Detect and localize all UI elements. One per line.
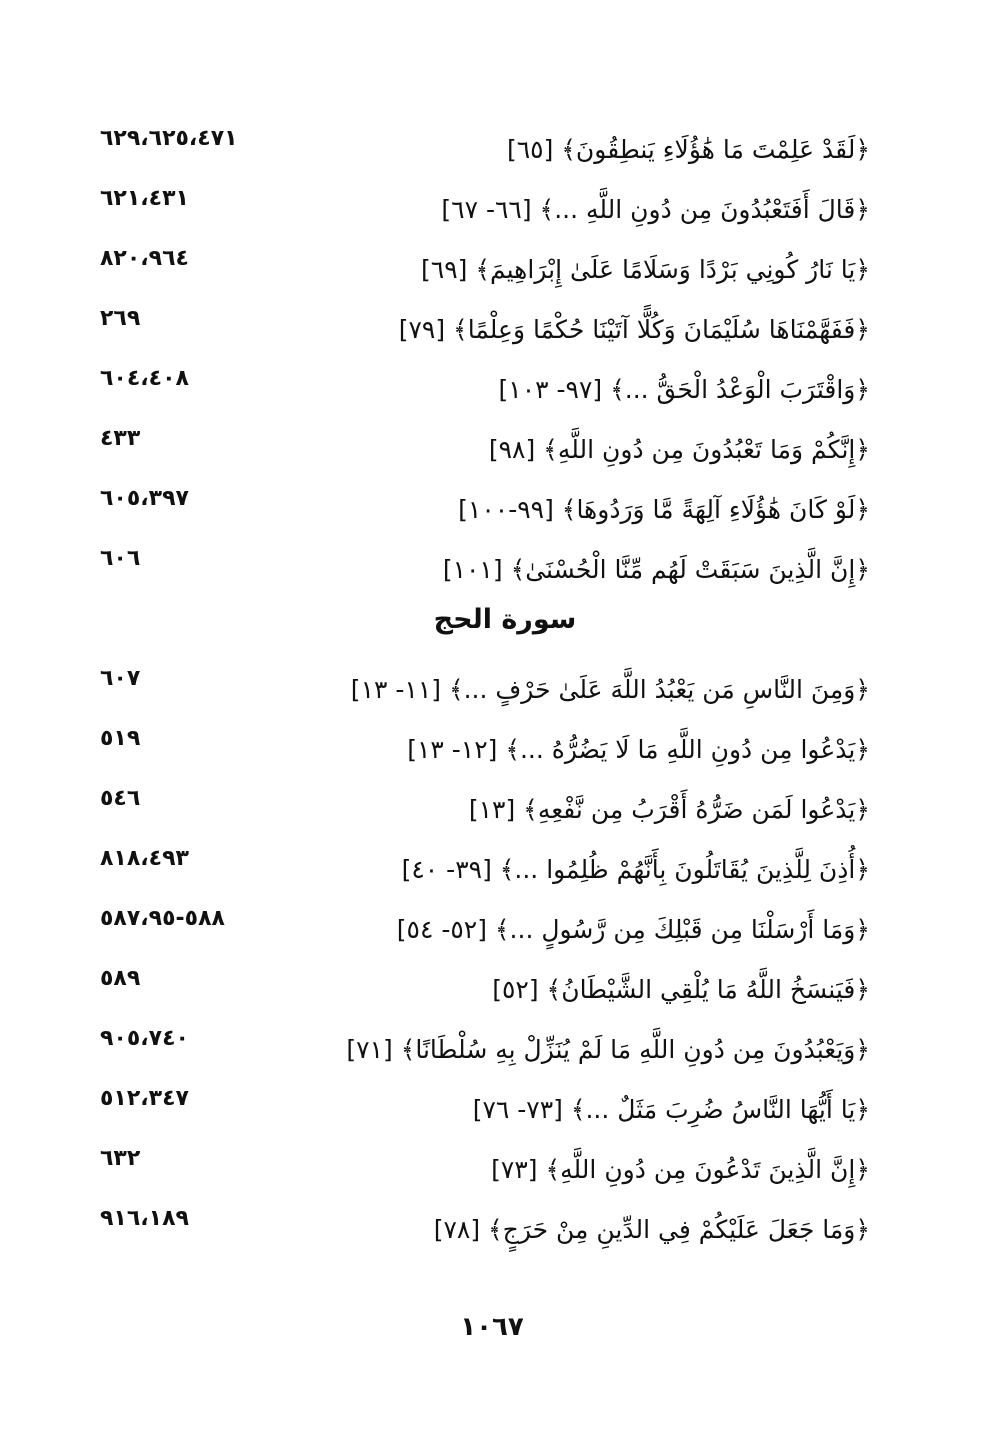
- verse-text: ﴿إِنَّ الَّذِينَ تَدْعُونَ مِن دُونِ اللَّهِ﴾ [٧٣]: [491, 1154, 870, 1184]
- verse-text: ﴿لَقَدْ عَلِمْتَ مَا هَٰؤُلَاءِ يَنطِقُونَ﴾ [٦٥]: [506, 134, 870, 164]
- surah-heading: سورة الحج: [433, 604, 577, 635]
- page-references: ٥٨٩: [100, 966, 141, 991]
- index-entry: [100, 486, 870, 532]
- verse-text: ﴿يَا نَارُ كُونِي بَرْدًا وَسَلَامًا عَلَىٰ إِبْرَاهِيمَ﴾ [٦٩]: [421, 254, 870, 284]
- index-entry: [100, 1026, 870, 1072]
- index-entry: [100, 1146, 870, 1192]
- page-references: ٥٤٦: [100, 786, 141, 811]
- page-references: ٨١٨،٤٩٣: [100, 846, 189, 871]
- index-entry: [100, 126, 870, 172]
- index-entry: [100, 1206, 870, 1252]
- page-references: ٦٣٢: [100, 1146, 141, 1171]
- verse-text: ﴿وَاقْتَرَبَ الْوَعْدُ الْحَقُّ ...﴾ [٩٧- ١٠٣]: [498, 374, 870, 404]
- page-references: ٨٢٠،٩٦٤: [100, 246, 189, 271]
- verse-text: ﴿فَفَهَّمْنَاهَا سُلَيْمَانَ وَكُلًّا آتَيْنَا حُكْمًا وَعِلْمًا﴾ [٧٩]: [398, 314, 870, 344]
- verse-text: ﴿وَمَا أَرْسَلْنَا مِن قَبْلِكَ مِن رَّسُولٍ ...﴾ [٥٢- ٥٤]: [396, 914, 870, 944]
- index-entry: [100, 546, 870, 592]
- page-references: ٩٠٥،٧٤٠: [100, 1026, 189, 1051]
- verse-text: ﴿يَدْعُوا مِن دُونِ اللَّهِ مَا لَا يَضُرُّهُ ...﴾ [١٢- ١٣]: [407, 734, 870, 764]
- page-references: ٩١٦،١٨٩: [100, 1206, 189, 1231]
- verse-text: ﴿وَمِنَ النَّاسِ مَن يَعْبُدُ اللَّهَ عَلَىٰ حَرْفٍ ...﴾ [١١- ١٣]: [350, 674, 870, 704]
- page-references: ٦٠٤،٤٠٨: [100, 366, 189, 391]
- verse-text: ﴿يَدْعُوا لَمَن ضَرُّهُ أَقْرَبُ مِن نَّفْعِهِ﴾ [١٣]: [468, 794, 870, 824]
- index-entry: [100, 906, 870, 952]
- index-entry: [100, 426, 870, 472]
- verse-text: ﴿وَمَا جَعَلَ عَلَيْكُمْ فِي الدِّينِ مِنْ حَرَجٍ﴾ [٧٨]: [433, 1214, 870, 1244]
- verse-text: ﴿قَالَ أَفَتَعْبُدُونَ مِن دُونِ اللَّهِ ...﴾ [٦٦- ٦٧]: [441, 194, 870, 224]
- page-references: ٦٠٦: [100, 546, 141, 571]
- page-references: ٦٢١،٤٣١: [100, 186, 189, 211]
- verse-text: ﴿أُذِنَ لِلَّذِينَ يُقَاتَلُونَ بِأَنَّهُمْ ظُلِمُوا ...﴾ [٣٩- ٤٠]: [401, 854, 870, 884]
- index-entry: [100, 366, 870, 412]
- page-references: ٦٢٩،٦٢٥،٤٧١: [100, 126, 238, 151]
- index-entry: [100, 786, 870, 832]
- page-references: ٤٣٣: [100, 426, 141, 451]
- page-references: ٥١٢،٣٤٧: [100, 1086, 189, 1111]
- page-references: ٢٦٩: [100, 306, 141, 331]
- verse-text: ﴿إِنَّ الَّذِينَ سَبَقَتْ لَهُم مِّنَّا الْحُسْنَىٰ﴾ [١٠١]: [442, 554, 870, 584]
- index-entry: [100, 846, 870, 892]
- index-entry: [100, 306, 870, 352]
- verse-text: ﴿لَوْ كَانَ هَٰؤُلَاءِ آلِهَةً مَّا وَرَدُوهَا﴾ [٩٩-١٠٠]: [458, 494, 870, 524]
- index-entry: [100, 666, 870, 712]
- verse-text: ﴿فَيَنسَخُ اللَّهُ مَا يُلْقِي الشَّيْطَانُ﴾ [٥٢]: [492, 974, 870, 1004]
- page-references: ٥١٩: [100, 726, 141, 751]
- verse-text: ﴿وَيَعْبُدُونَ مِن دُونِ اللَّهِ مَا لَمْ يُنَزِّلْ بِهِ سُلْطَانًا﴾ [٧١]: [346, 1034, 870, 1064]
- index-entry: [100, 966, 870, 1012]
- index-entry: [100, 1086, 870, 1132]
- page-references: ٦٠٥،٣٩٧: [100, 486, 189, 511]
- index-entry: [100, 186, 870, 232]
- index-entry: [100, 726, 870, 772]
- page-references: ٥٨٨-٥٨٧،٩٥: [100, 906, 225, 931]
- verse-text: ﴿يَا أَيُّهَا النَّاسُ ضُرِبَ مَثَلٌ ...﴾ [٧٣- ٧٦]: [472, 1094, 870, 1124]
- verse-text: ﴿إِنَّكُمْ وَمَا تَعْبُدُونَ مِن دُونِ اللَّهِ﴾ [٩٨]: [488, 434, 870, 464]
- index-entry: [100, 246, 870, 292]
- page-number: ١٠٦٧: [460, 1312, 524, 1342]
- page-references: ٦٠٧: [100, 666, 141, 691]
